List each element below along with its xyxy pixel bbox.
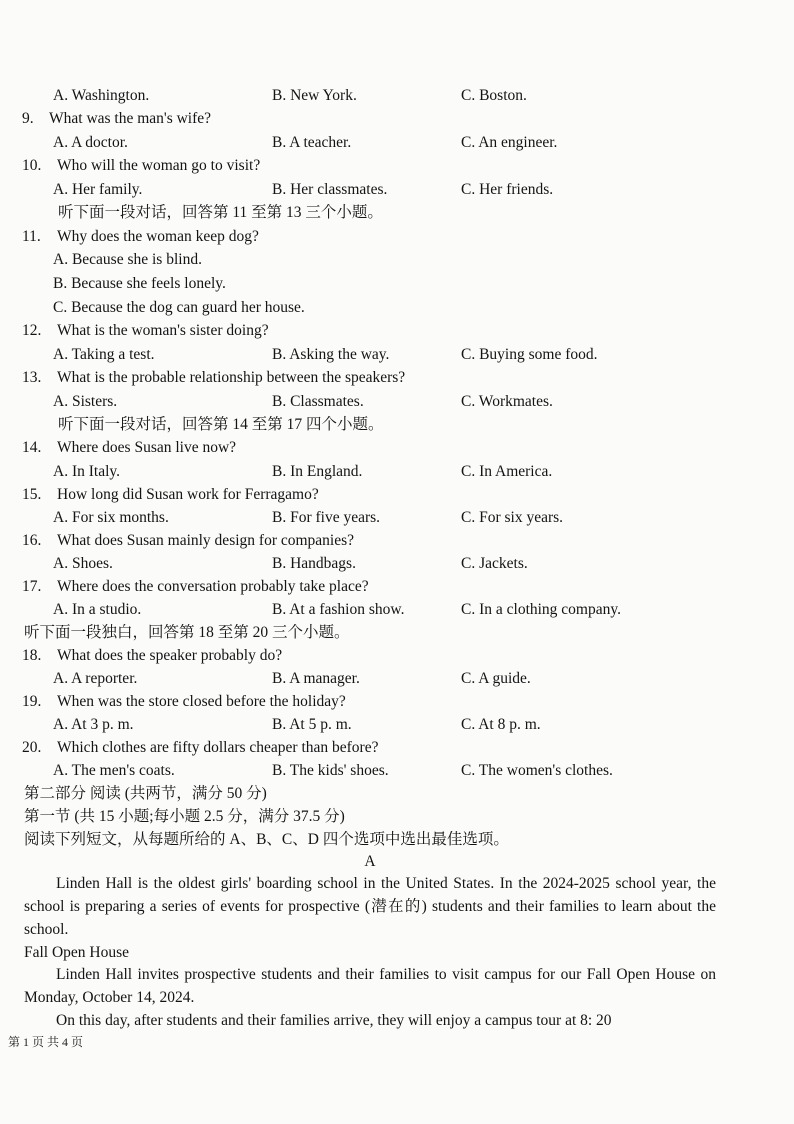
question-20 <box>0 736 794 759</box>
question-15-options <box>0 506 794 529</box>
option-c: C. Jackets. <box>461 555 528 572</box>
question-number: 17. <box>22 578 42 595</box>
instruction-11-13: 听下面一段对话，回答第 11 至第 13 三个小题。 <box>58 204 383 221</box>
option-b: B. A teacher. <box>272 134 352 151</box>
question-12-options <box>0 343 794 366</box>
option-b: B. Asking the way. <box>272 346 390 363</box>
option-a: A. A reporter. <box>53 670 138 687</box>
question-number: 15. <box>22 486 42 503</box>
question-14 <box>0 436 794 459</box>
option-c: C. The women's clothes. <box>461 762 613 779</box>
question-number: 12. <box>22 322 42 339</box>
question-10-options <box>0 178 794 201</box>
reading-direction: 阅读下列短文，从每题所给的 A、B、C、D 四个选项中选出最佳选项。 <box>24 831 509 848</box>
option-a: A. Taking a test. <box>53 346 155 363</box>
question-text: How long did Susan work for Ferragamo? <box>57 486 319 503</box>
option-a: A. Shoes. <box>53 555 113 572</box>
question-11 <box>0 225 794 248</box>
question-number: 19. <box>22 693 42 710</box>
question-text: What was the man's wife? <box>49 110 212 127</box>
passage-paragraph-1 <box>24 872 716 941</box>
question-text: What does the speaker probably do? <box>57 647 283 664</box>
question-20-options <box>0 759 794 782</box>
question-14-options <box>0 460 794 483</box>
option-c: C. Buying some food. <box>461 346 598 363</box>
question-number: 13. <box>22 369 42 386</box>
paragraph-text: On this day, after students and their families arrive, they will enjoy a campus tour at 8: 20 <box>56 1012 612 1029</box>
option-b: B. A manager. <box>272 670 360 687</box>
question-16 <box>0 529 794 552</box>
option-c: C. At 8 p. m. <box>461 716 541 733</box>
question-number: 20. <box>22 739 42 756</box>
question-9 <box>0 107 794 130</box>
question-number: 9. <box>22 110 34 127</box>
option-c: C. In America. <box>461 463 553 480</box>
option-c: C. Boston. <box>461 87 527 104</box>
question-text: What does Susan mainly design for companies? <box>57 532 355 549</box>
question-11-option-b <box>0 272 794 295</box>
option-b: B. Classmates. <box>272 393 364 410</box>
section1-title: 第一节 (共 15 小题;每小题 2.5 分，满分 37.5 分) <box>24 808 345 825</box>
option-b: B. Handbags. <box>272 555 356 572</box>
option-b: B. At a fashion show. <box>272 601 405 618</box>
question-13-options <box>0 390 794 413</box>
option-a: A. A doctor. <box>53 134 128 151</box>
option-c: C. A guide. <box>461 670 531 687</box>
instruction-18-20: 听下面一段独白，回答第 18 至第 20 三个小题。 <box>24 624 350 641</box>
option-a: A. The men's coats. <box>53 762 175 779</box>
option-b: B. For five years. <box>272 509 381 526</box>
question-number: 16. <box>22 532 42 549</box>
question-11-option-a <box>0 248 794 271</box>
paragraph-text: Linden Hall invites prospective students and their families to visit campus for our Fall Open House on Monday, October 14, 2024. <box>24 966 716 1006</box>
question-number: 11. <box>22 228 41 245</box>
question-number: 14. <box>22 439 42 456</box>
question-text: What is the probable relationship between the speakers? <box>57 369 406 386</box>
option-c: C. Workmates. <box>461 393 553 410</box>
option-a: A. At 3 p. m. <box>53 716 134 733</box>
part2-title: 第二部分 阅读 (共两节，满分 50 分) <box>24 785 267 802</box>
option-c: C. An engineer. <box>461 134 558 151</box>
question-16-options <box>0 552 794 575</box>
question-text: Which clothes are fifty dollars cheaper than before? <box>57 739 379 756</box>
option-b: B. Her classmates. <box>272 181 388 198</box>
question-19-options <box>0 713 794 736</box>
passage-paragraph-3 <box>24 1009 716 1032</box>
question-17 <box>0 575 794 598</box>
option-c: C. For six years. <box>461 509 564 526</box>
page-footer: 第 1 页 共 4 页 <box>8 1035 84 1049</box>
question-18 <box>0 644 794 667</box>
question-text: What is the woman's sister doing? <box>57 322 269 339</box>
question-8-options <box>0 84 794 107</box>
option-b: B. Because she feels lonely. <box>53 275 226 292</box>
question-13 <box>0 366 794 389</box>
question-text: Who will the woman go to visit? <box>57 157 261 174</box>
option-a: A. Sisters. <box>53 393 118 410</box>
option-a: A. Washington. <box>53 87 150 104</box>
section-heading: Fall Open House <box>24 944 130 961</box>
question-17-options <box>0 598 794 621</box>
option-a: A. For six months. <box>53 509 169 526</box>
question-19 <box>0 690 794 713</box>
question-number: 10. <box>22 157 42 174</box>
option-a: A. In a studio. <box>53 601 142 618</box>
question-12 <box>0 319 794 342</box>
option-c: C. Because the dog can guard her house. <box>53 299 305 316</box>
paragraph-text: Linden Hall is the oldest girls' boarding school in the United States. In the 2024-2025 school year, the school is preparing a series of events for prospective (潜在的) students and their families to learn about the school. <box>24 875 716 938</box>
option-b: B. The kids' shoes. <box>272 762 389 779</box>
question-text: Why does the woman keep dog? <box>57 228 259 245</box>
option-c: C. In a clothing company. <box>461 601 621 618</box>
option-b: B. At 5 p. m. <box>272 716 352 733</box>
passage-label: A <box>364 853 376 870</box>
option-b: B. In England. <box>272 463 363 480</box>
option-a: A. In Italy. <box>53 463 121 480</box>
question-text: Where does Susan live now? <box>57 439 237 456</box>
question-text: When was the store closed before the holiday? <box>57 693 346 710</box>
question-text: Where does the conversation probably take place? <box>57 578 369 595</box>
passage-paragraph-2 <box>24 963 716 1009</box>
instruction-14-17: 听下面一段对话，回答第 14 至第 17 四个小题。 <box>58 416 384 433</box>
question-11-option-c <box>0 296 794 319</box>
question-number: 18. <box>22 647 42 664</box>
option-a: A. Her family. <box>53 181 143 198</box>
question-18-options <box>0 667 794 690</box>
option-a: A. Because she is blind. <box>53 251 202 268</box>
question-10 <box>0 154 794 177</box>
option-b: B. New York. <box>272 87 357 104</box>
question-15 <box>0 483 794 506</box>
question-9-options <box>0 131 794 154</box>
option-c: C. Her friends. <box>461 181 554 198</box>
